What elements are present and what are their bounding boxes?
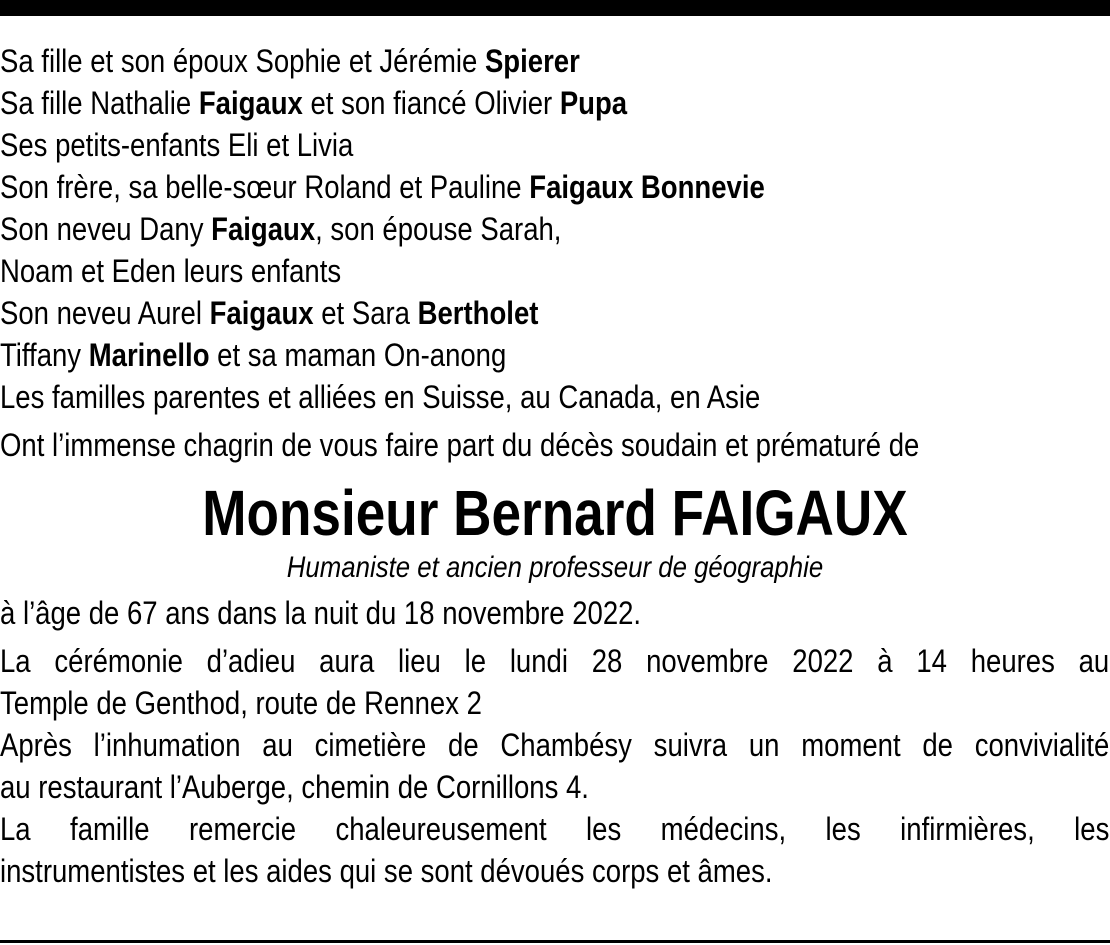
thanks-line-1: La famille remercie chaleureusement les médecins, les infirmières, les bbox=[0, 811, 1110, 847]
deceased-name: Monsieur Bernard FAIGAUX bbox=[202, 477, 908, 549]
burial-line-1: Après l’inhumation au cimetière de Chambésy suivra un moment de convivialité bbox=[0, 727, 1110, 763]
bottom-border bbox=[0, 940, 1110, 943]
thanks-line-2: instrumentistes et les aides qui se sont dévoués corps et âmes. bbox=[0, 853, 773, 889]
top-border bbox=[0, 0, 1110, 16]
burial-paragraph bbox=[0, 724, 1110, 808]
family-line: Sa fille et son époux Sophie et Jérémie Spierer bbox=[0, 43, 580, 79]
announcement-text: Ont l’immense chagrin de vous faire part du décès soudain et prématuré de bbox=[0, 427, 920, 463]
family-line: Ses petits-enfants Eli et Livia bbox=[0, 127, 354, 163]
ceremony-paragraph bbox=[0, 640, 1110, 724]
burial-line-2: au restaurant l’Auberge, chemin de Cornillons 4. bbox=[0, 769, 589, 805]
family-list bbox=[0, 40, 1110, 418]
family-line: Tiffany Marinello et sa maman On-anong bbox=[0, 337, 507, 373]
obituary-notice bbox=[0, 40, 1110, 892]
family-line: Son frère, sa belle-sœur Roland et Pauline Faigaux Bonnevie bbox=[0, 169, 765, 205]
ceremony-line-1: La cérémonie d’adieu aura lieu le lundi 28 novembre 2022 à 14 heures au bbox=[0, 643, 1110, 679]
age-date-text: à l’âge de 67 ans dans la nuit du 18 novembre 2022. bbox=[0, 595, 642, 631]
family-line: Son neveu Dany Faigaux, son épouse Sarah, bbox=[0, 211, 562, 247]
deceased-title: Humaniste et ancien professeur de géographie bbox=[286, 551, 824, 584]
ceremony-line-2: Temple de Genthod, route de Rennex 2 bbox=[0, 685, 482, 721]
family-line: Les familles parentes et alliées en Suisse, au Canada, en Asie bbox=[0, 379, 761, 415]
family-line: Noam et Eden leurs enfants bbox=[0, 253, 342, 289]
family-line: Sa fille Nathalie Faigaux et son fiancé Olivier Pupa bbox=[0, 85, 628, 121]
thanks-paragraph bbox=[0, 808, 1110, 892]
family-line: Son neveu Aurel Faigaux et Sara Bertholet bbox=[0, 295, 539, 331]
